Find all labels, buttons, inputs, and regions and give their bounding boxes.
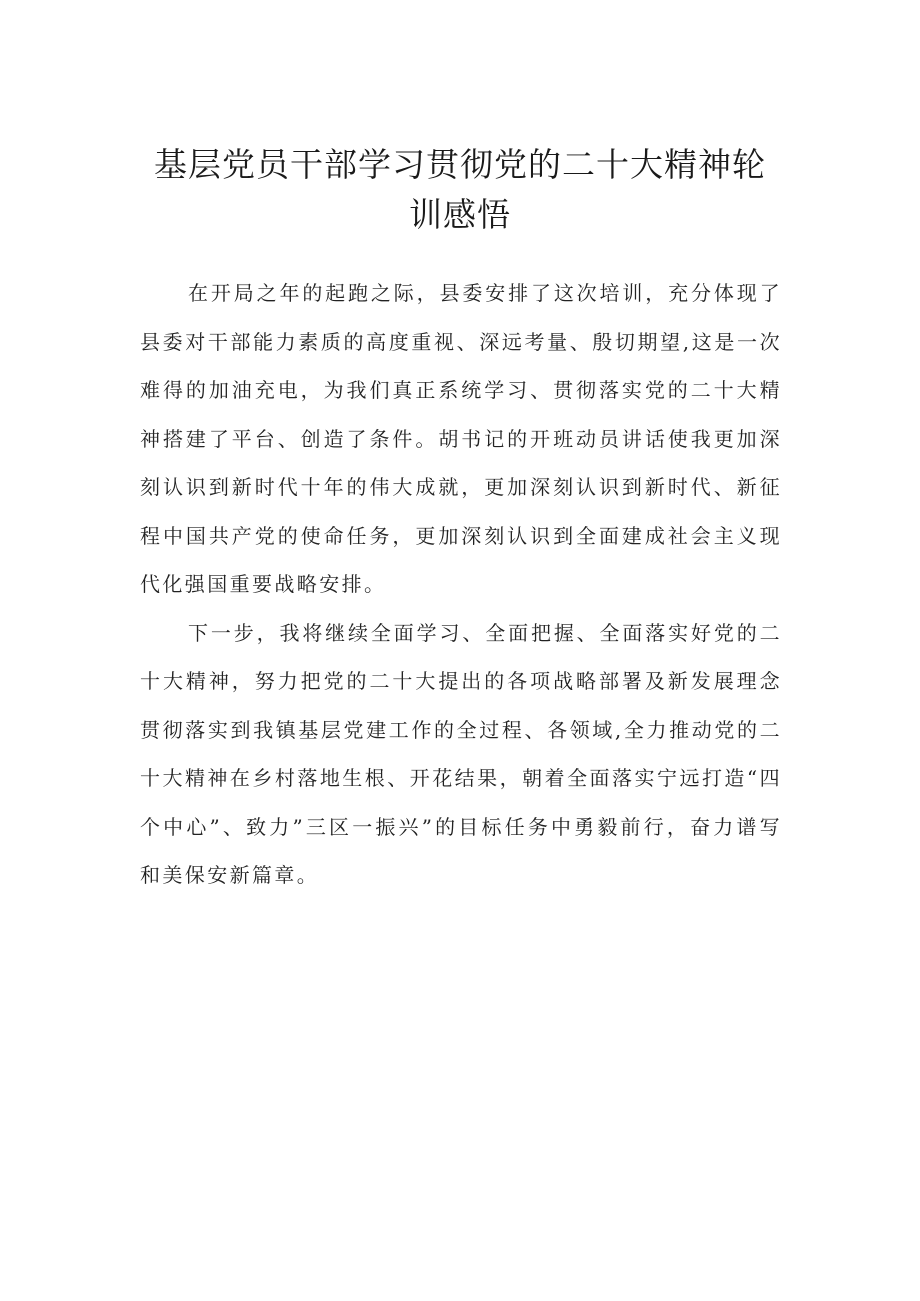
document-body: [140, 269, 782, 900]
paragraph-2: 下一步，我将继续全面学习、全面把握、全面落实好党的二十大精神，努力把党的二十大提出的各项战略部署及新发展理念贯彻落实到我镇基层党建工作的全过程、各领域,全力推动党的二十大精神在乡村落地生根、开花结果，朝着全面落实宁远打造“四个中心”、致力”三区一振兴”的目标任务中勇毅前行，奋力谱写和美保安新篇章。: [140, 620, 782, 887]
document-title: 基层党员干部学习贯彻党的二十大精神轮训感悟: [154, 145, 766, 234]
paragraph-1: 在开局之年的起跑之际，县委安排了这次培训，充分体现了县委对干部能力素质的高度重视、深远考量、殷切期望,这是一次难得的加油充电，为我们真正系统学习、贯彻落实党的二十大精神搭建了平台、创造了条件。胡书记的开班动员讲话使我更加深刻认识到新时代十年的伟大成就，更加深刻认识到新时代、新征程中国共产党的使命任务，更加深刻认识到全面建成社会主义现代化强国重要战略安排。: [140, 281, 782, 596]
